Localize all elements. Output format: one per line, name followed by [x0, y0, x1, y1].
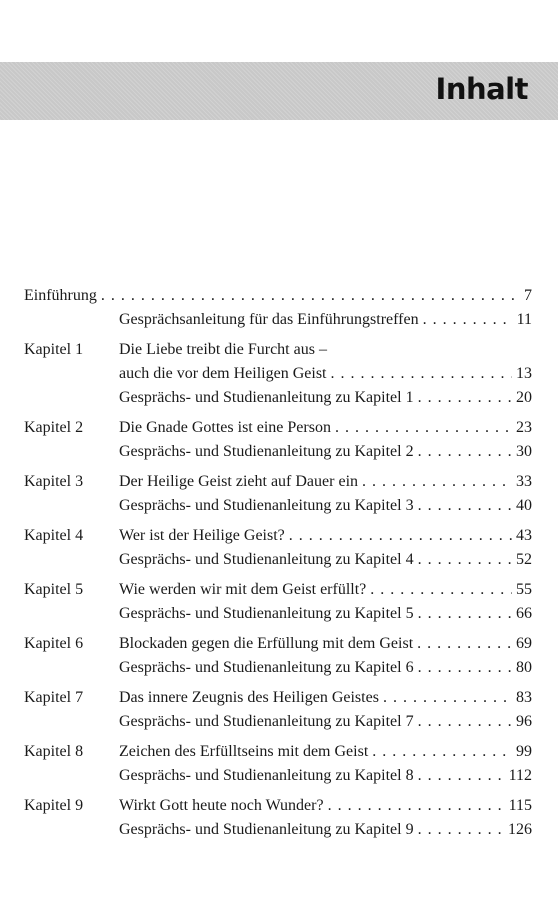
page-title: Inhalt: [435, 72, 528, 106]
toc-entry[interactable]: [119, 440, 532, 464]
entry-page: 52: [516, 551, 532, 568]
toc-chapter-3: [0, 470, 558, 518]
toc-entry[interactable]: [119, 362, 532, 386]
toc-entry[interactable]: [119, 602, 532, 626]
toc-entry[interactable]: [119, 524, 532, 548]
dot-leader: [370, 578, 512, 602]
toc-entry[interactable]: [119, 308, 532, 332]
entry-title: Gesprächs- und Studienanleitung zu Kapitel 3: [119, 497, 414, 514]
entry-page: 13: [516, 365, 532, 382]
toc-chapter-9: [0, 794, 558, 842]
entry-page: 112: [508, 767, 532, 784]
dot-leader: [418, 548, 512, 572]
entry-title: Gesprächs- und Studienanleitung zu Kapitel 8: [119, 767, 414, 784]
entry-page: 69: [516, 635, 532, 652]
entry-title: Einführung: [24, 287, 97, 304]
entry-page: 20: [516, 389, 532, 406]
dot-leader: [418, 656, 512, 680]
toc-entry[interactable]: [119, 818, 532, 842]
dot-leader: [101, 284, 520, 308]
entry-title: Die Gnade Gottes ist eine Person: [119, 419, 331, 436]
entry-page: 40: [516, 497, 532, 514]
chapter-label: Kapitel 9: [24, 797, 84, 814]
dot-leader: [362, 470, 512, 494]
toc-chapter-7: [0, 686, 558, 734]
chapter-label: Kapitel 7: [24, 689, 84, 706]
toc-entry[interactable]: [119, 794, 532, 818]
entry-page: 83: [516, 689, 532, 706]
toc-entry-title-line: [119, 338, 532, 362]
toc-chapter-8: [0, 740, 558, 788]
dot-leader: [418, 386, 512, 410]
toc-chapter-6: [0, 632, 558, 680]
entry-title: Der Heilige Geist zieht auf Dauer ein: [119, 473, 359, 490]
entry-title: Wer ist der Heilige Geist?: [119, 527, 285, 544]
entry-title: Das innere Zeugnis des Heiligen Geistes: [119, 689, 379, 706]
toc-chapter-4: [0, 524, 558, 572]
entry-page: 23: [516, 419, 532, 436]
dot-leader: [418, 764, 505, 788]
chapter-label: Kapitel 1: [24, 341, 84, 358]
chapter-label: Kapitel 3: [24, 473, 84, 490]
entry-title: Gesprächs- und Studienanleitung zu Kapitel 1: [119, 389, 414, 406]
entry-title: auch die vor dem Heiligen Geist: [119, 365, 327, 382]
dot-leader: [417, 632, 512, 656]
toc-entry[interactable]: [119, 632, 532, 656]
toc-chapter-5: [0, 578, 558, 626]
chapter-label: Kapitel 4: [24, 527, 84, 544]
entry-page: 99: [516, 743, 532, 760]
entry-title: Gesprächs- und Studienanleitung zu Kapitel 7: [119, 713, 414, 730]
entry-page: 11: [516, 311, 532, 328]
entry-page: 33: [516, 473, 532, 490]
dot-leader: [418, 710, 512, 734]
entry-page: 66: [516, 605, 532, 622]
chapter-label: Kapitel 6: [24, 635, 84, 652]
toc-entry[interactable]: [119, 686, 532, 710]
dot-leader: [372, 740, 512, 764]
entry-page: 80: [516, 659, 532, 676]
entry-title: Gesprächsanleitung für das Einführungstreffen: [119, 311, 419, 328]
toc-entry[interactable]: [119, 578, 532, 602]
toc-entry[interactable]: [119, 494, 532, 518]
entry-page: 43: [516, 527, 532, 544]
entry-page: 7: [524, 287, 532, 304]
dot-leader: [418, 602, 512, 626]
dot-leader: [418, 494, 512, 518]
entry-title: Die Liebe treibt die Furcht aus –: [119, 341, 327, 358]
dot-leader: [383, 686, 512, 710]
toc-chapter-2: [0, 416, 558, 464]
entry-title: Blockaden gegen die Erfüllung mit dem Geist: [119, 635, 414, 652]
entry-page: 30: [516, 443, 532, 460]
entry-title: Zeichen des Erfülltseins mit dem Geist: [119, 743, 369, 760]
dot-leader: [331, 362, 513, 386]
entry-page: 126: [508, 821, 532, 838]
chapter-label: Kapitel 5: [24, 581, 84, 598]
toc-chapter-1: [0, 338, 558, 410]
dot-leader: [418, 440, 512, 464]
entry-title: Wie werden wir mit dem Geist erfüllt?: [119, 581, 367, 598]
toc-entry[interactable]: [119, 764, 532, 788]
toc-entry[interactable]: [24, 284, 532, 308]
dot-leader: [335, 416, 512, 440]
toc-entry[interactable]: [119, 416, 532, 440]
toc-intro: [0, 284, 558, 332]
entry-title: Gesprächs- und Studienanleitung zu Kapitel 6: [119, 659, 414, 676]
entry-title: Gesprächs- und Studienanleitung zu Kapitel 5: [119, 605, 414, 622]
entry-page: 115: [508, 797, 532, 814]
entry-page: 96: [516, 713, 532, 730]
dot-leader: [423, 308, 513, 332]
entry-page: 55: [516, 581, 532, 598]
entry-title: Wirkt Gott heute noch Wunder?: [119, 797, 324, 814]
toc-entry[interactable]: [119, 710, 532, 734]
dot-leader: [418, 818, 504, 842]
toc-entry[interactable]: [119, 548, 532, 572]
dot-leader: [289, 524, 512, 548]
toc-entry[interactable]: [119, 470, 532, 494]
entry-title: Gesprächs- und Studienanleitung zu Kapitel 4: [119, 551, 414, 568]
chapter-label: Kapitel 8: [24, 743, 84, 760]
toc-entry[interactable]: [119, 386, 532, 410]
entry-title: Gesprächs- und Studienanleitung zu Kapitel 2: [119, 443, 414, 460]
entry-title: Gesprächs- und Studienanleitung zu Kapitel 9: [119, 821, 414, 838]
toc-entry[interactable]: [119, 656, 532, 680]
dot-leader: [328, 794, 505, 818]
toc-entry[interactable]: [119, 740, 532, 764]
chapter-label: Kapitel 2: [24, 419, 84, 436]
table-of-contents: [0, 284, 558, 842]
